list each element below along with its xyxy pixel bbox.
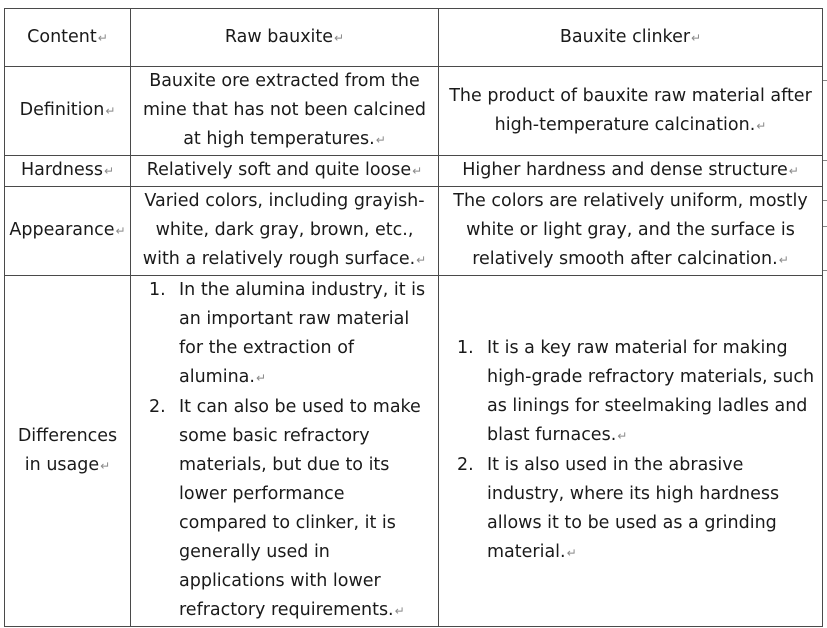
hardness-row [5, 156, 823, 187]
paragraph-mark-icon: ↵ [100, 458, 111, 473]
row-label-usage: Differences in usage↵ [5, 276, 131, 627]
paragraph-mark-icon: ↵ [416, 253, 427, 267]
header-cell-content: Content↵ [5, 9, 131, 67]
row-label-appearance: Appearance↵ [5, 187, 131, 276]
list-item: In the alumina industry, it is an important raw material for the extraction of alumina.↵ [179, 280, 426, 387]
appearance-clinker-cell: The colors are relatively uniform, mostly white or light gray, and the surface is relatively smooth after calcination.↵ [439, 187, 823, 276]
edge-tick [823, 80, 827, 81]
usage-clinker-list [443, 334, 818, 568]
row-label-hardness: Hardness↵ [5, 156, 131, 187]
definition-raw-cell: Bauxite ore extracted from the mine that has not been calcined at high temperatures.↵ [131, 67, 439, 156]
paragraph-mark-icon: ↵ [255, 371, 267, 385]
list-item: It is a key raw material for making high-grade refractory materials, such as linings for steelmaking ladles and blast furnaces.↵ [487, 338, 815, 445]
header-cell-raw-bauxite: Raw bauxite↵ [131, 9, 439, 67]
usage-clinker-cell [439, 276, 823, 627]
paragraph-mark-icon: ↵ [566, 546, 577, 560]
edge-tick [823, 200, 827, 201]
list-item: It is also used in the abrasive industry, where its high hardness allows it to be used as a grinding material.↵ [487, 455, 780, 562]
paragraph-mark-icon: ↵ [375, 133, 386, 147]
hardness-raw-cell: Relatively soft and quite loose↵ [131, 156, 439, 187]
edge-tick [823, 270, 827, 271]
paragraph-mark-icon: ↵ [103, 164, 115, 178]
paragraph-mark-icon: ↵ [105, 104, 116, 118]
paragraph-mark-icon: ↵ [97, 30, 108, 45]
edge-tick [823, 160, 827, 161]
paragraph-mark-icon: ↵ [756, 118, 767, 133]
paragraph-mark-icon: ↵ [788, 164, 799, 178]
usage-row [5, 276, 823, 627]
edge-tick [823, 226, 827, 227]
paragraph-mark-icon: ↵ [115, 224, 126, 238]
comparison-table [4, 8, 823, 627]
paragraph-mark-icon: ↵ [617, 429, 628, 443]
paragraph-mark-icon: ↵ [778, 253, 789, 267]
paragraph-mark-icon: ↵ [394, 604, 405, 618]
paragraph-mark-icon: ↵ [412, 164, 423, 178]
appearance-raw-cell: Varied colors, including grayish-white, dark gray, brown, etc., with a relatively rough surface.↵ [131, 187, 439, 276]
appearance-row [5, 187, 823, 276]
paragraph-mark-icon: ↵ [691, 30, 702, 45]
right-edge-marks [821, 0, 827, 628]
row-label-definition: Definition↵ [5, 67, 131, 156]
hardness-clinker-cell: Higher hardness and dense structure↵ [439, 156, 823, 187]
header-cell-bauxite-clinker: Bauxite clinker↵ [439, 9, 823, 67]
list-item: It can also be used to make some basic refractory materials, but due to its lower performance compared to clinker, it is generally used in applications with lower refractory requirements.↵ [179, 397, 421, 620]
paragraph-mark-icon: ↵ [334, 30, 345, 45]
definition-row [5, 67, 823, 156]
header-row [5, 9, 823, 67]
usage-raw-cell [131, 276, 439, 627]
definition-clinker-cell: The product of bauxite raw material after high-temperature calcination.↵ [439, 67, 823, 156]
usage-raw-list [135, 276, 434, 626]
